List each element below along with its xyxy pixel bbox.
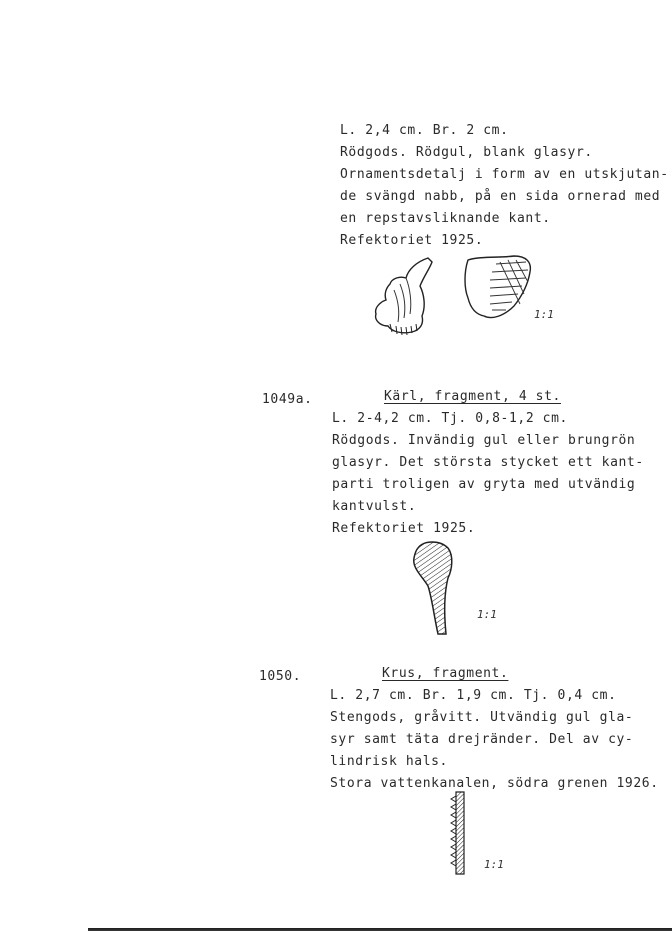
entry-1050-line-2: Stengods, gråvitt. Utvändig gul gla- — [330, 710, 634, 725]
page-bottom-edge — [88, 928, 672, 931]
catalog-number-1050: 1050. — [259, 669, 302, 684]
entry-1050-line-5: Stora vattenkanalen, södra grenen 1926. — [330, 776, 659, 791]
sherd-drawing-front-view — [456, 254, 536, 324]
scale-label-1050: 1:1 — [484, 858, 504, 871]
entry-1049a-line-2: Rödgods. Invändig gul eller brungrön — [332, 433, 636, 448]
rim-profile-drawing — [404, 538, 460, 638]
entry-1050-line-4: lindrisk hals. — [330, 754, 448, 769]
entry-1049a-line-6: Refektoriet 1925. — [332, 521, 476, 536]
entry-1048-line-2: Rödgods. Rödgul, blank glasyr. — [340, 145, 593, 160]
entry-1050-title: Krus, fragment. — [382, 666, 509, 681]
catalog-number-1049a: 1049a. — [262, 392, 313, 407]
scale-label-1049a: 1:1 — [477, 608, 497, 621]
entry-1048-line-6: Refektoriet 1925. — [340, 233, 484, 248]
entry-1049a-title: Kärl, fragment, 4 st. — [384, 389, 561, 404]
entry-1049a-line-5: kantvulst. — [332, 499, 417, 514]
entry-1050-line-1: L. 2,7 cm. Br. 1,9 cm. Tj. 0,4 cm. — [330, 688, 617, 703]
neck-profile-drawing — [446, 790, 476, 876]
entry-1048-line-4: de svängd nabb, på en sida ornerad med — [340, 189, 661, 204]
entry-1048-line-3: Ornamentsdetalj i form av en utskjutan- — [340, 167, 669, 182]
entry-1049a-line-3: glasyr. Det största stycket ett kant- — [332, 455, 644, 470]
entry-1048-line-5: en repstavsliknande kant. — [340, 211, 551, 226]
scale-label-1048: 1:1 — [534, 308, 554, 321]
entry-1049a-line-4: parti troligen av gryta med utvändig — [332, 477, 636, 492]
entry-1048-line-1: L. 2,4 cm. Br. 2 cm. — [340, 123, 509, 138]
entry-1049a-line-1: L. 2-4,2 cm. Tj. 0,8-1,2 cm. — [332, 411, 568, 426]
sherd-drawing-side-view — [366, 254, 438, 340]
entry-1050-line-3: syr samt täta drejränder. Del av cy- — [330, 732, 634, 747]
